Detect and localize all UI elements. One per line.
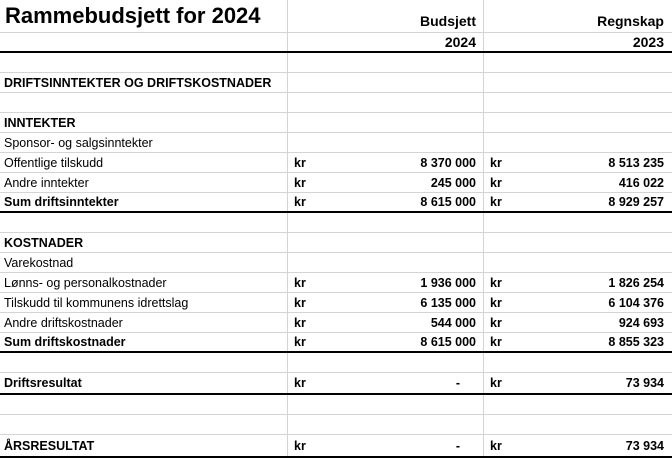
empty-row[interactable] — [0, 415, 672, 435]
empty-row[interactable] — [0, 353, 672, 373]
table-row[interactable] — [0, 153, 672, 173]
accounts-value: 8 855 323 — [608, 335, 664, 349]
currency-label: kr — [490, 195, 502, 209]
budget-value: - — [455, 376, 460, 390]
accounts-value: 8 929 257 — [608, 195, 664, 209]
budget-year: 2024 — [444, 34, 476, 50]
accounts-value: 6 104 376 — [608, 295, 664, 310]
accounts-value: 73 934 — [625, 376, 664, 390]
costs-heading: KOSTNADER — [4, 235, 84, 250]
budget-value: 8 615 000 — [420, 335, 476, 349]
budget-value: 8 370 000 — [420, 155, 476, 170]
empty-row[interactable] — [0, 395, 672, 415]
empty-row[interactable] — [0, 93, 672, 113]
currency-label: kr — [490, 315, 502, 330]
currency-label: kr — [490, 175, 502, 190]
sum-row[interactable] — [0, 193, 672, 213]
income-heading: INNTEKTER — [4, 115, 76, 130]
row-label: Sponsor- og salgsinntekter — [4, 135, 153, 150]
row-label: Andre inntekter — [4, 175, 89, 190]
accounts-year: 2023 — [632, 34, 664, 50]
budget-value: - — [455, 438, 460, 453]
empty-row[interactable] — [0, 213, 672, 233]
table-row[interactable] — [0, 133, 672, 153]
row-label: Varekostnad — [4, 255, 74, 270]
accounts-value: 8 513 235 — [608, 155, 664, 170]
currency-label: kr — [490, 376, 502, 390]
currency-label: kr — [294, 315, 306, 330]
accounts-value: 924 693 — [618, 315, 664, 330]
page-title: Rammebudsjett for 2024 — [5, 3, 261, 28]
row-label: Offentlige tilskudd — [4, 155, 104, 170]
row-label: Lønns- og personalkostnader — [4, 275, 167, 290]
currency-label: kr — [490, 295, 502, 310]
table-row[interactable] — [0, 253, 672, 273]
section-row[interactable] — [0, 73, 672, 93]
annual-result-label: ÅRSRESULTAT — [4, 438, 95, 453]
budget-header: Budsjett — [420, 13, 476, 29]
budget-value: 544 000 — [430, 315, 476, 330]
currency-label: kr — [294, 295, 306, 310]
table-row[interactable] — [0, 273, 672, 293]
accounts-value: 416 022 — [618, 175, 664, 190]
table-row[interactable] — [0, 313, 672, 333]
result-row[interactable] — [0, 373, 672, 395]
currency-label: kr — [294, 155, 306, 170]
sum-label: Sum driftskostnader — [4, 335, 126, 349]
result-label: Driftsresultat — [4, 376, 82, 390]
currency-label: kr — [294, 195, 306, 209]
currency-label: kr — [490, 155, 502, 170]
accounts-value: 73 934 — [625, 438, 664, 453]
currency-label: kr — [294, 438, 306, 453]
annual-result-row[interactable] — [0, 435, 672, 458]
currency-label: kr — [294, 376, 306, 390]
table-row[interactable] — [0, 293, 672, 313]
budget-value: 1 936 000 — [420, 275, 476, 290]
currency-label: kr — [294, 335, 306, 349]
income-heading-row[interactable] — [0, 113, 672, 133]
section-heading: DRIFTSINNTEKTER OG DRIFTSKOSTNADER — [4, 75, 272, 90]
empty-row[interactable] — [0, 53, 672, 73]
row-label: Tilskudd til kommunens idrettslag — [4, 295, 189, 310]
accounts-value: 1 826 254 — [608, 275, 664, 290]
title-row[interactable] — [0, 0, 672, 33]
accounts-header: Regnskap — [597, 13, 664, 29]
budget-value: 6 135 000 — [420, 295, 476, 310]
sum-label: Sum driftsinntekter — [4, 195, 119, 209]
currency-label: kr — [490, 438, 502, 453]
budget-value: 8 615 000 — [420, 195, 476, 209]
costs-heading-row[interactable] — [0, 233, 672, 253]
currency-label: kr — [294, 275, 306, 290]
header-row[interactable] — [0, 33, 672, 53]
currency-label: kr — [490, 275, 502, 290]
row-label: Andre driftskostnader — [4, 315, 123, 330]
table-row[interactable] — [0, 173, 672, 193]
budget-value: 245 000 — [430, 175, 476, 190]
sum-row[interactable] — [0, 333, 672, 353]
currency-label: kr — [490, 335, 502, 349]
currency-label: kr — [294, 175, 306, 190]
